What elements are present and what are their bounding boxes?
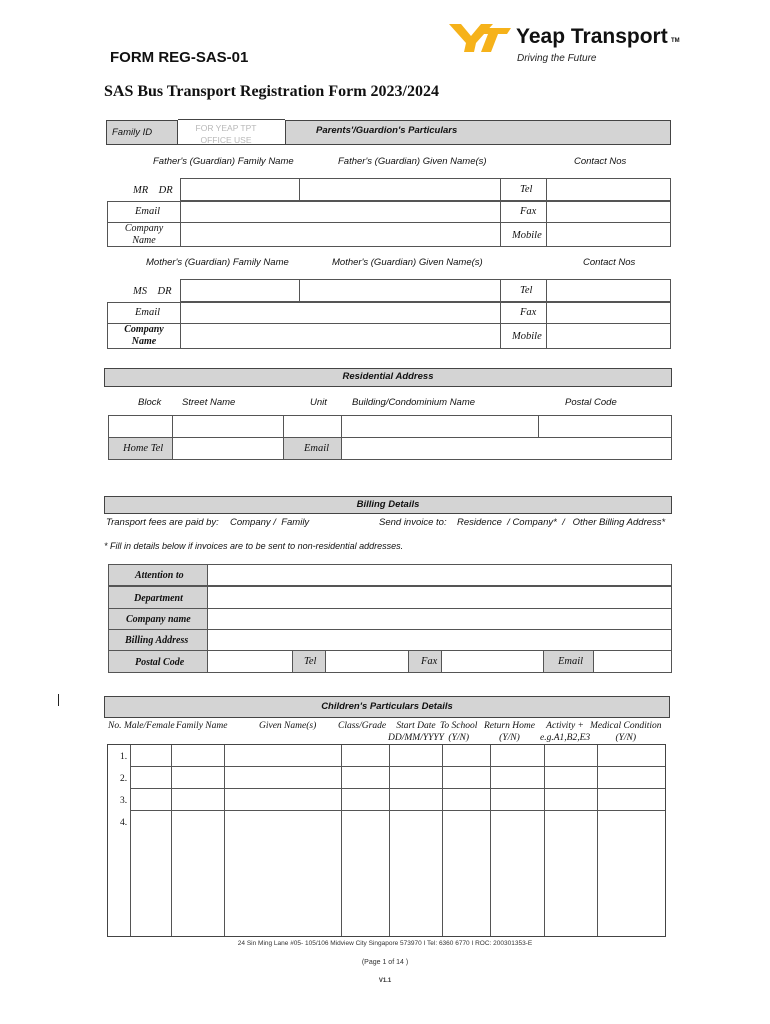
father-company-label-cell [107, 222, 181, 247]
mother-tel-input[interactable] [546, 279, 671, 302]
mother-mobile-input[interactable] [546, 323, 671, 349]
father-tel-input[interactable] [546, 178, 671, 201]
logo-mark-icon [449, 24, 511, 52]
father-company-input[interactable] [180, 222, 501, 247]
building-label: Building/Condominium Name [352, 397, 476, 408]
father-family-name-label: Father's (Guardian) Family Name [153, 156, 294, 167]
father-tel-label: Tel [520, 184, 533, 195]
father-fax-label-cell [500, 201, 547, 223]
father-email-input[interactable] [180, 201, 501, 223]
mother-email-input[interactable] [180, 302, 501, 324]
office-use-note: FOR YEAP TPT OFFICE USE [195, 123, 257, 145]
row-divider [130, 810, 665, 811]
mother-fax-input[interactable] [546, 302, 671, 324]
col-divider [130, 745, 131, 936]
child-row-number: 3. [120, 796, 128, 806]
billing-postal-label: Postal Code [135, 657, 185, 668]
billing-fax-label: Fax [421, 656, 438, 667]
logo-tagline: Driving the Future [517, 53, 597, 64]
father-given-name-input[interactable] [299, 178, 501, 201]
col-to-school-yn: (Y/N) [448, 733, 469, 743]
col-divider [544, 745, 545, 936]
postal-label: Postal Code [565, 397, 617, 408]
mother-given-name-input[interactable] [299, 279, 501, 302]
child-row-number: 4. [120, 818, 128, 828]
col-medical-yn: (Y/N) [615, 733, 637, 743]
father-mobile-label-cell [500, 222, 547, 247]
billing-fax-input[interactable] [441, 650, 544, 673]
family-id-input[interactable] [178, 119, 285, 145]
mother-company-label: Company Name [124, 324, 164, 347]
billing-address-label: Billing Address [125, 635, 189, 646]
family-id-label: Family ID [112, 127, 153, 138]
street-label: Street Name [182, 397, 236, 408]
form-code: FORM REG-SAS-01 [110, 49, 249, 66]
children-table [107, 744, 666, 937]
res-email-label: Email [304, 443, 330, 454]
mother-family-name-label: Mother's (Guardian) Family Name [146, 257, 289, 268]
text-cursor-mark [58, 694, 59, 706]
col-given-label: Given Name(s) [259, 721, 317, 731]
mother-company-label-cell [107, 323, 181, 349]
parents-header-text: Parents'/Guardion's Particulars [316, 125, 458, 136]
mother-fax-label: Fax [520, 307, 537, 318]
billing-email-label-cell [543, 650, 594, 673]
children-header [104, 696, 670, 718]
department-label-cell [108, 586, 208, 609]
attention-label-cell [108, 564, 208, 586]
parents-header [285, 120, 671, 145]
children-header-text: Children's Particulars Details [321, 701, 453, 712]
mother-mobile-label-cell [500, 323, 547, 349]
send-invoice-label: Send invoice to: [379, 517, 447, 528]
company-name-input[interactable] [207, 608, 672, 630]
father-mobile-label: Mobile [512, 230, 542, 241]
postal-input[interactable] [538, 415, 672, 438]
col-start-date-title: Start Date [396, 721, 436, 731]
col-start-date-label [388, 720, 444, 744]
father-tel-label-cell [500, 178, 547, 201]
father-contact-label: Contact Nos [574, 156, 627, 167]
col-family-label: Family Name [176, 721, 228, 731]
res-email-label-cell [283, 437, 342, 460]
col-divider [341, 745, 342, 936]
child-row-number: 2. [120, 774, 128, 784]
home-tel-input[interactable] [172, 437, 284, 460]
mother-company-input[interactable] [180, 323, 501, 349]
unit-input[interactable] [283, 415, 342, 438]
billing-address-input[interactable] [207, 629, 672, 651]
col-divider [224, 745, 225, 936]
col-medical-label [590, 720, 662, 744]
mother-mobile-label: Mobile [512, 331, 542, 342]
home-tel-label-cell [108, 437, 173, 460]
father-given-name-label: Father's (Guardian) Given Name(s) [338, 156, 487, 167]
col-medical-title: Medical Condition [590, 721, 662, 731]
logo-tm: TM [671, 38, 680, 44]
department-input[interactable] [207, 586, 672, 609]
father-company-label: Company Name [124, 223, 164, 246]
logo [449, 22, 689, 72]
father-mobile-input[interactable] [546, 222, 671, 247]
col-activity-eg: e.g.A1,B2,E3 [540, 733, 591, 743]
father-email-label: Email [135, 206, 161, 217]
mother-tel-label-cell [500, 279, 547, 302]
block-input[interactable] [108, 415, 173, 438]
col-divider [389, 745, 390, 936]
company-name-label-cell [108, 608, 208, 630]
col-divider [597, 745, 598, 936]
father-fax-input[interactable] [546, 201, 671, 223]
paid-by-options[interactable]: Company / Family [230, 517, 310, 528]
billing-fax-label-cell [408, 650, 442, 673]
mother-email-label: Email [135, 307, 161, 318]
billing-tel-input[interactable] [325, 650, 409, 673]
father-fax-label: Fax [520, 206, 537, 217]
col-divider [171, 745, 172, 936]
street-input[interactable] [172, 415, 284, 438]
billing-postal-label-cell [108, 650, 208, 673]
residential-header [104, 368, 672, 387]
mother-fax-label-cell [500, 302, 547, 324]
father-title-options[interactable]: MR DR [133, 185, 173, 196]
attention-input[interactable] [207, 564, 672, 586]
mother-email-label-cell [107, 302, 181, 324]
col-class-label: Class/Grade [338, 721, 387, 731]
col-activity-label [540, 720, 590, 744]
col-return-home-label [484, 720, 535, 744]
row-divider [130, 788, 665, 789]
col-return-home-yn: (Y/N) [499, 733, 520, 743]
billing-email-input[interactable] [593, 650, 672, 673]
block-label: Block [138, 397, 162, 408]
col-return-home-title: Return Home [484, 721, 535, 731]
attention-label: Attention to [135, 570, 184, 581]
billing-tel-label: Tel [304, 656, 317, 667]
father-email-label-cell [107, 201, 181, 223]
residential-header-text: Residential Address [342, 371, 434, 382]
department-label: Department [134, 593, 183, 604]
child-row-number: 1. [120, 752, 128, 762]
home-tel-label: Home Tel [123, 443, 164, 454]
billing-tel-label-cell [292, 650, 326, 673]
footer-page: (Page 1 of 14 ) [361, 959, 409, 966]
col-to-school-label [440, 720, 477, 744]
building-input[interactable] [341, 415, 539, 438]
billing-address-label-cell [108, 629, 208, 651]
page-title: SAS Bus Transport Registration Form 2023/2024 [104, 83, 439, 100]
logo-name: Yeap Transport [516, 25, 668, 48]
mother-tel-label: Tel [520, 285, 533, 296]
col-activity-title: Activity + [546, 721, 584, 731]
col-start-date-fmt: DD/MM/YYYY [388, 733, 444, 743]
mother-title-options[interactable]: MS DR [133, 286, 172, 297]
col-divider [442, 745, 443, 936]
col-gender-label: Male/Female [124, 721, 175, 731]
paid-by-label: Transport fees are paid by: [106, 517, 219, 528]
billing-header-text: Billing Details [356, 499, 420, 510]
footer-version: V1.1 [378, 978, 392, 984]
row-divider [130, 766, 665, 767]
billing-header [104, 496, 672, 514]
billing-email-label: Email [558, 656, 584, 667]
billing-postal-input[interactable] [207, 650, 293, 673]
col-no-label: No. [108, 721, 122, 731]
mother-given-name-label: Mother's (Guardian) Given Name(s) [332, 257, 483, 268]
mother-contact-label: Contact Nos [583, 257, 636, 268]
company-name-label: Company name [126, 614, 191, 625]
footer-address: 24 Sin Ming Lane #05- 105/106 Midview City Singapore 573970 I Tel: 6360 6770 I ROC: 200301353-E [237, 940, 533, 947]
res-email-input[interactable] [341, 437, 672, 460]
send-invoice-options[interactable]: Residence / Company* / Other Billing Address* [457, 517, 666, 528]
col-to-school-title: To School [440, 721, 478, 731]
father-family-name-input[interactable] [180, 178, 300, 201]
billing-note: * Fill in details below if invoices are to be sent to non-residential addresses. [104, 541, 404, 551]
unit-label: Unit [310, 397, 327, 408]
family-id-label-box [106, 120, 178, 145]
col-divider [490, 745, 491, 936]
mother-family-name-input[interactable] [180, 279, 300, 302]
